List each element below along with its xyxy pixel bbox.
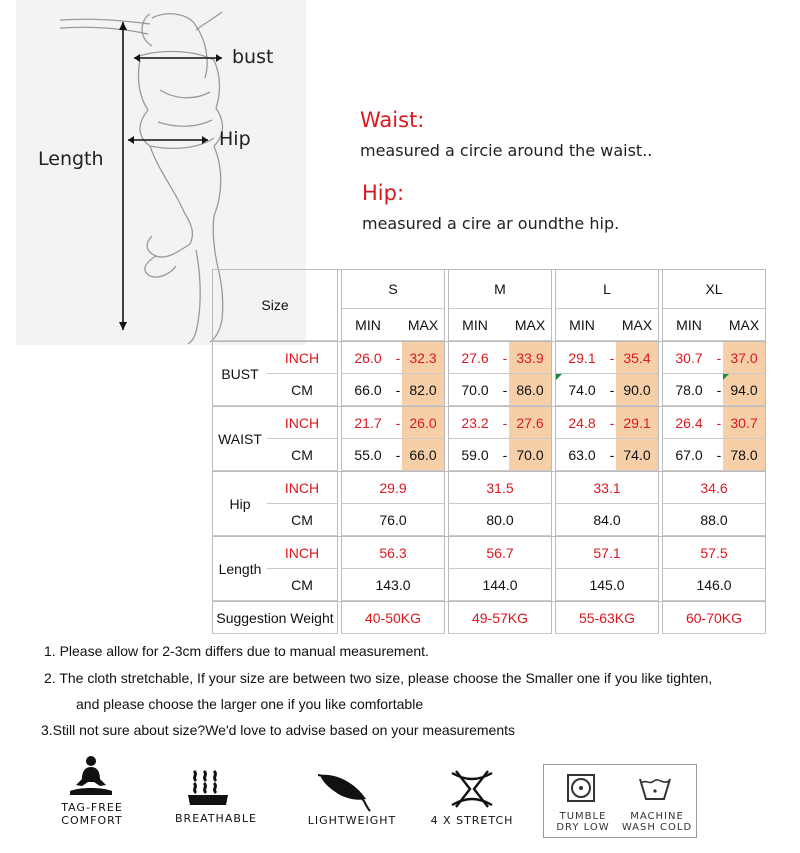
bust-inch-max-m: 33.9 — [509, 342, 551, 373]
max-label: MAX — [514, 316, 546, 333]
minmax-cell — [555, 309, 659, 341]
size-l-header: L — [555, 269, 659, 309]
length-cm-l: 145.0 — [555, 569, 659, 601]
bust-cm-max-xl: 94.0 — [723, 374, 765, 405]
hip-label: Hip — [219, 128, 251, 150]
minmax-cell — [448, 309, 552, 341]
weight-s: 40-50KG — [341, 601, 445, 634]
min-label: MIN — [355, 316, 381, 333]
hip-cm-row — [212, 504, 766, 536]
hip-inch-l: 33.1 — [555, 471, 659, 504]
waist-cm-max-l: 74.0 — [616, 439, 658, 470]
waist-cm-max-xl: 78.0 — [723, 439, 765, 470]
bust-cm-row: CM 66.0 - 82.0 70.0 - 86.0 74.0 - 90.0 78.0 - 94.0 — [212, 374, 766, 406]
max-label: MAX — [621, 316, 653, 333]
waist-cm-min-xl: 67.0 — [675, 446, 703, 463]
waist-inch-min-s: 21.7 — [354, 414, 382, 431]
length-cm-row — [212, 569, 766, 601]
tagfree-line2: COMFORT — [61, 814, 123, 827]
waist-cm-min-l: 63.0 — [568, 446, 596, 463]
weight-xl: 60-70KG — [662, 601, 766, 634]
weight-row — [212, 601, 766, 634]
waist-cm-min-s: 55.0 — [354, 446, 382, 463]
bust-inch-min-m: 27.6 — [461, 349, 489, 366]
waist-title: Waist: — [360, 108, 425, 132]
size-s-header: S — [341, 269, 445, 309]
hip-cm-xl: 88.0 — [662, 504, 766, 536]
waist-inch-max-m: 27.6 — [509, 407, 551, 438]
minmax-cell — [341, 309, 445, 341]
minmax-cell — [662, 309, 766, 341]
bust-inch-row: BUST INCH 26.0 - 32.3 27.6 - 33.9 29.1 - 35.4 30.7 - 37.0 — [212, 341, 766, 374]
waist-label-cell: WAIST — [212, 406, 267, 471]
max-label: MAX — [728, 316, 760, 333]
bust-cm-min-xl: 78.0 — [675, 381, 703, 398]
hip-cm-l: 84.0 — [555, 504, 659, 536]
hip-inch-m: 31.5 — [448, 471, 552, 504]
table-header-row — [212, 269, 766, 309]
unit-cm: CM — [267, 439, 338, 471]
hip-inch-xl: 34.6 — [662, 471, 766, 504]
length-label-cell: Length — [212, 536, 267, 601]
waist-cm-min-m: 59.0 — [461, 446, 489, 463]
unit-cm: CM — [267, 569, 338, 601]
stretch-label: 4 X STRETCH — [430, 814, 514, 827]
feather-icon — [314, 771, 374, 813]
bust-cm-max-l: 90.0 — [616, 374, 658, 405]
weight-label: Suggestion Weight — [212, 601, 338, 634]
size-header-cell — [212, 269, 338, 341]
size-chart-table — [212, 269, 766, 634]
unit-inch: INCH — [267, 536, 338, 569]
weight-m: 49-57KG — [448, 601, 552, 634]
unit-inch: INCH — [267, 341, 338, 374]
waist-inch-min-xl: 26.4 — [675, 414, 703, 431]
bust-cm-min-s: 66.0 — [354, 381, 382, 398]
min-label: MIN — [569, 316, 595, 333]
waist-inch-max-s: 26.0 — [402, 407, 444, 438]
hip-cm-s: 76.0 — [341, 504, 445, 536]
size-m-header: M — [448, 269, 552, 309]
waist-inch-max-l: 29.1 — [616, 407, 658, 438]
bust-cm-max-m: 86.0 — [509, 374, 551, 405]
length-cm-m: 144.0 — [448, 569, 552, 601]
green-marker — [556, 374, 562, 380]
unit-cm: CM — [267, 504, 338, 536]
hip-inch-row — [212, 471, 766, 504]
length-inch-l: 57.1 — [555, 536, 659, 569]
unit-inch: INCH — [267, 406, 338, 439]
tumble-line1: TUMBLE — [559, 811, 607, 822]
min-label: MIN — [676, 316, 702, 333]
size-xl-header: XL — [662, 269, 766, 309]
waist-inch-row: WAIST INCH 21.7 - 26.0 23.2 - 27.6 24.8 - 29.1 26.4 - 30.7 — [212, 406, 766, 439]
waist-cm-max-m: 70.0 — [509, 439, 551, 470]
machine-line2: WASH COLD — [621, 822, 693, 833]
waist-inch-max-xl: 30.7 — [723, 407, 765, 438]
length-inch-xl: 57.5 — [662, 536, 766, 569]
min-label: MIN — [462, 316, 488, 333]
note-1: 1. Please allow for 2-3cm differs due to manual measurement. — [44, 643, 429, 659]
waist-inch-min-m: 23.2 — [461, 414, 489, 431]
meditation-icon — [66, 755, 116, 797]
unit-inch: INCH — [267, 471, 338, 504]
bust-cm-min-m: 70.0 — [461, 381, 489, 398]
note-2: 2. The cloth stretchable, If your size are between two size, please choose the Smaller one if you like tighten, — [44, 670, 713, 686]
machine-line1: MACHINE — [630, 811, 684, 822]
length-inch-m: 56.7 — [448, 536, 552, 569]
length-inch-row — [212, 536, 766, 569]
waist-definition: measured a circie around the waist.. — [360, 141, 653, 160]
size-header: Size — [261, 297, 289, 313]
bust-inch-min-s: 26.0 — [354, 349, 382, 366]
unit-cm: CM — [267, 374, 338, 406]
hip-title: Hip: — [362, 181, 405, 205]
bust-cm-min-l: 74.0 — [556, 374, 608, 405]
length-cm-s: 143.0 — [341, 569, 445, 601]
breathable-label: BREATHABLE — [175, 812, 257, 825]
bust-inch-max-xl: 37.0 — [723, 342, 765, 373]
wash-tub-icon — [638, 775, 672, 801]
max-label: MAX — [407, 316, 439, 333]
hip-definition: measured a cire ar oundthe hip. — [362, 214, 620, 233]
hip-label-cell: Hip — [212, 471, 267, 536]
tagfree-line1: TAG-FREE — [61, 801, 123, 814]
length-cm-xl: 146.0 — [662, 569, 766, 601]
bust-inch-max-l: 35.4 — [616, 342, 658, 373]
note-2-continued: and please choose the larger one if you like comfortable — [76, 696, 424, 712]
waist-inch-min-l: 24.8 — [568, 414, 596, 431]
tumble-dry-icon — [566, 773, 596, 803]
note-3: 3.Still not sure about size?We'd love to advise based on your measurements — [41, 722, 516, 738]
breathable-icon — [186, 769, 230, 807]
hip-inch-s: 29.9 — [341, 471, 445, 504]
stretch-arrows-icon — [446, 767, 498, 811]
hip-cm-m: 80.0 — [448, 504, 552, 536]
length-inch-s: 56.3 — [341, 536, 445, 569]
bust-cm-max-s: 82.0 — [402, 374, 444, 405]
waist-cm-row: CM 55.0 - 66.0 59.0 - 70.0 63.0 - 74.0 67.0 - 78.0 — [212, 439, 766, 471]
weight-l: 55-63KG — [555, 601, 659, 634]
bust-label-cell: BUST — [212, 341, 267, 406]
bust-inch-min-xl: 30.7 — [675, 349, 703, 366]
tumble-line2: DRY LOW — [556, 822, 610, 833]
care-instructions-box — [543, 764, 697, 838]
feature-strip — [0, 755, 800, 853]
green-marker — [723, 374, 729, 380]
bust-inch-min-l: 29.1 — [568, 349, 596, 366]
bust-inch-max-s: 32.3 — [402, 342, 444, 373]
waist-cm-max-s: 66.0 — [402, 439, 444, 470]
bust-label: bust — [232, 46, 274, 68]
lightweight-label: LIGHTWEIGHT — [307, 814, 397, 827]
length-label: Length — [38, 148, 104, 170]
